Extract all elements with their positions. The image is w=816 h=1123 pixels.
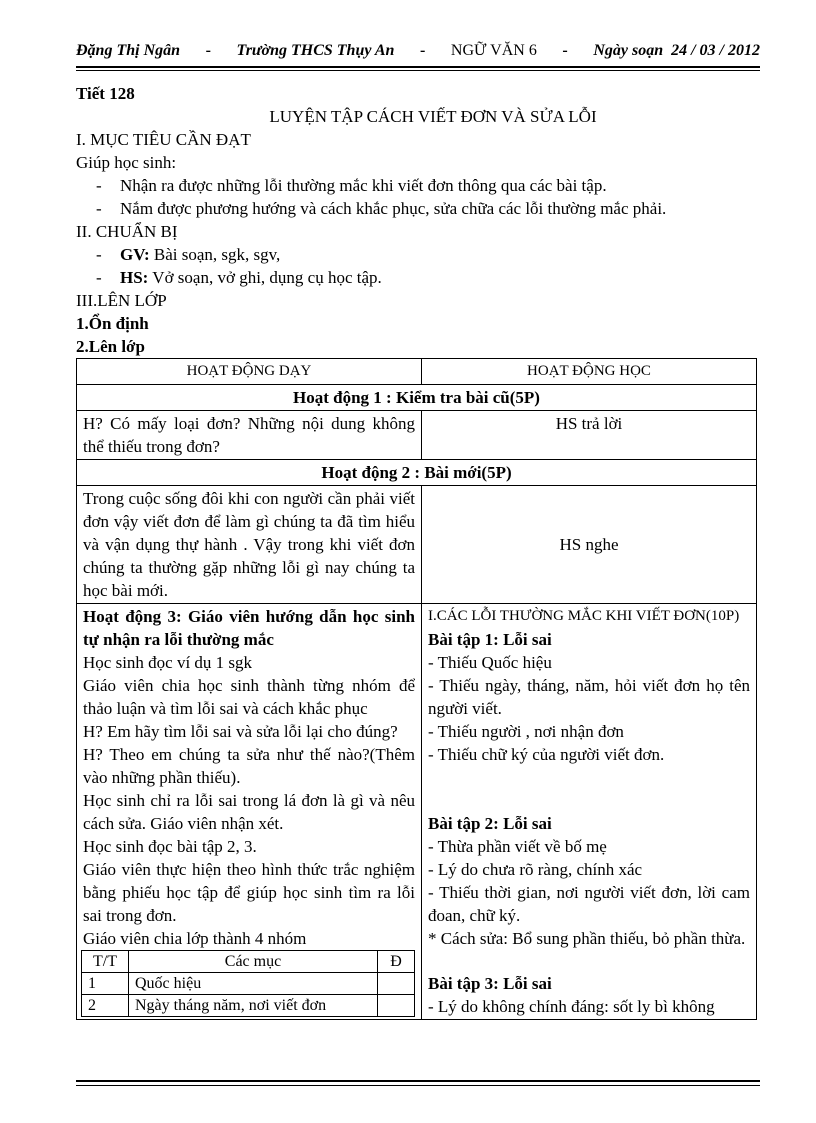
activity3-teacher <box>77 604 422 1020</box>
bullet-dash: - <box>96 176 102 195</box>
checklist-header: T/T <box>82 951 129 973</box>
lesson-title: LUYỆN TẬP CÁCH VIẾT ĐƠN VÀ SỬA LỖI <box>269 107 597 126</box>
spacer <box>428 950 750 972</box>
activity2-student: HS nghe <box>422 486 757 604</box>
checklist-cell: 1 <box>82 973 129 995</box>
checklist-row <box>82 973 415 995</box>
header-rule-thick <box>76 66 760 68</box>
gv-text: Bài soạn, sgk, sgv, <box>149 245 281 264</box>
footer-rule-thin <box>76 1085 760 1086</box>
exercise2-item: - Thiếu thời gian, nơi người viết đơn, lời cam đoan, chữ ký. <box>428 883 750 925</box>
header-separator: - <box>562 42 568 59</box>
checklist-header: Đ <box>378 951 415 973</box>
exercise1-item: - Thiếu người , nơi nhận đơn <box>428 722 624 741</box>
header-rule-thin <box>76 70 760 71</box>
lesson-period: Tiết 128 <box>76 84 135 103</box>
prep-student <box>76 266 760 289</box>
lesson-body <box>76 80 760 1020</box>
section1-intro: Giúp học sinh: <box>76 153 177 172</box>
school-name: Trường THCS Thụy An <box>236 42 395 59</box>
exercise3-item: - Lý do không chính đáng: sốt ly bì không <box>428 997 715 1016</box>
errors-heading: I.CÁC LỖI THƯỜNG MẮC KHI VIẾT ĐƠN(10P) <box>428 608 740 624</box>
activity1-teacher: H? Có mấy loại đơn? Những nội dung không thể thiếu trong đơn? <box>77 411 422 460</box>
activity-table <box>76 358 757 1020</box>
exercise1-item: - Thiếu ngày, tháng, năm, hỏi viết đơn họ tên người viết. <box>428 676 750 718</box>
objective-text: Nhận ra được những lỗi thường mắc khi viết đơn thông qua các bài tập. <box>120 176 607 195</box>
teacher-line: H? Em hãy tìm lỗi sai và sửa lỗi lại cho đúng? <box>83 722 398 741</box>
hs-text: Vở soạn, vở ghi, dụng cụ học tập. <box>148 268 382 287</box>
date-value: 24 / 03 / 2012 <box>671 42 760 59</box>
activity1-title: Hoạt động 1 : Kiểm tra bài cũ(5P) <box>77 385 757 411</box>
section3-heading: III.LÊN LỚP <box>76 291 167 310</box>
exercise2-item: - Lý do chưa rõ ràng, chính xác <box>428 860 643 879</box>
activity2-teacher: Trong cuộc sống đôi khi con người cần phải viết đơn vậy viết đơn để làm gì chúng ta đã tìm hiểu và vận dụng thự hành . Vậy trong khi viết đơn chúng ta thường gặp những lỗi gì nay chúng ta học bài mới. <box>77 486 422 604</box>
spacer <box>428 766 750 812</box>
date-label: Ngày soạn <box>593 42 664 59</box>
bullet-dash: - <box>96 245 102 264</box>
bullet-dash: - <box>96 268 102 287</box>
header-separator: - <box>420 42 426 59</box>
section1-heading: I. MỤC TIÊU CẦN ĐẠT <box>76 130 251 149</box>
checklist-header: Các mục <box>129 951 378 973</box>
col-header-student: HOẠT ĐỘNG HỌC <box>422 359 757 385</box>
exercise1-title: Bài tập 1: Lỗi sai <box>428 630 552 649</box>
exercise1-item: - Thiếu Quốc hiệu <box>428 653 552 672</box>
preparation-date <box>593 42 760 60</box>
teacher-line: Học sinh chỉ ra lỗi sai trong lá đơn là gì và nêu cách sửa. Giáo viên nhận xét. <box>83 791 415 833</box>
prep-teacher <box>76 243 760 266</box>
exercise2-item: - Thừa phần viết về bố mẹ <box>428 837 607 856</box>
exercise2-item: * Cách sửa: Bổ sung phần thiếu, bỏ phần thừa. <box>428 929 746 948</box>
header-separator: - <box>205 42 211 59</box>
objective-item <box>76 174 760 197</box>
checklist-cell: 2 <box>82 995 129 1017</box>
objective-item <box>76 197 760 220</box>
activity2-title: Hoạt động 2 : Bài mới(5P) <box>77 460 757 486</box>
teacher-line: Học sinh đọc bài tập 2, 3. <box>83 837 257 856</box>
teacher-line: Giáo viên thực hiện theo hình thức trắc nghiệm bằng phiếu học tập để giúp học sinh tìm ra lỗi sai trong đơn. <box>83 860 415 925</box>
teacher-line: H? Theo em chúng ta sửa như thế nào?(Thêm vào những phần thiếu). <box>83 745 415 787</box>
step-lesson: 2.Lên lớp <box>76 337 145 356</box>
activity1-student: HS trả lời <box>422 411 757 460</box>
hs-label: HS: <box>120 268 149 287</box>
objective-text: Nắm được phương hướng và cách khắc phục, sửa chữa các lỗi thường mắc phải. <box>120 199 667 218</box>
footer-rule-thick <box>76 1080 760 1082</box>
checklist-cell <box>378 973 415 995</box>
activity3-student <box>422 604 757 1020</box>
step-stabilize: 1.Ổn định <box>76 314 149 333</box>
checklist-cell: Ngày tháng năm, nơi viết đơn <box>129 995 378 1017</box>
teacher-line: Học sinh đọc ví dụ 1 sgk <box>83 653 253 672</box>
bullet-dash: - <box>96 199 102 218</box>
author-name: Đặng Thị Ngân <box>76 42 181 59</box>
gv-label: GV: <box>120 245 150 264</box>
checklist-cell <box>378 995 415 1017</box>
checklist-row <box>82 995 415 1017</box>
exercise3-title: Bài tập 3: Lỗi sai <box>428 974 552 993</box>
checklist-table <box>81 950 415 1017</box>
exercise1-item: - Thiếu chữ ký của người viết đơn. <box>428 745 665 764</box>
teacher-line: Giáo viên chia lớp thành 4 nhóm <box>83 929 307 948</box>
exercise2-title: Bài tập 2: Lỗi sai <box>428 814 552 833</box>
teacher-line: Giáo viên chia học sinh thành từng nhóm để thảo luận và tìm lỗi sai và cách khắc phục <box>83 676 415 718</box>
checklist-cell: Quốc hiệu <box>129 973 378 995</box>
subject-name: NGỮ VĂN 6 <box>450 42 537 59</box>
page-header <box>76 42 760 60</box>
col-header-teacher: HOẠT ĐỘNG DẠY <box>77 359 422 385</box>
section2-heading: II. CHUẨN BỊ <box>76 222 178 241</box>
activity3-title: Hoạt động 3: Giáo viên hướng dẫn học sinh tự nhận ra lỗi thường mắc <box>83 607 415 649</box>
